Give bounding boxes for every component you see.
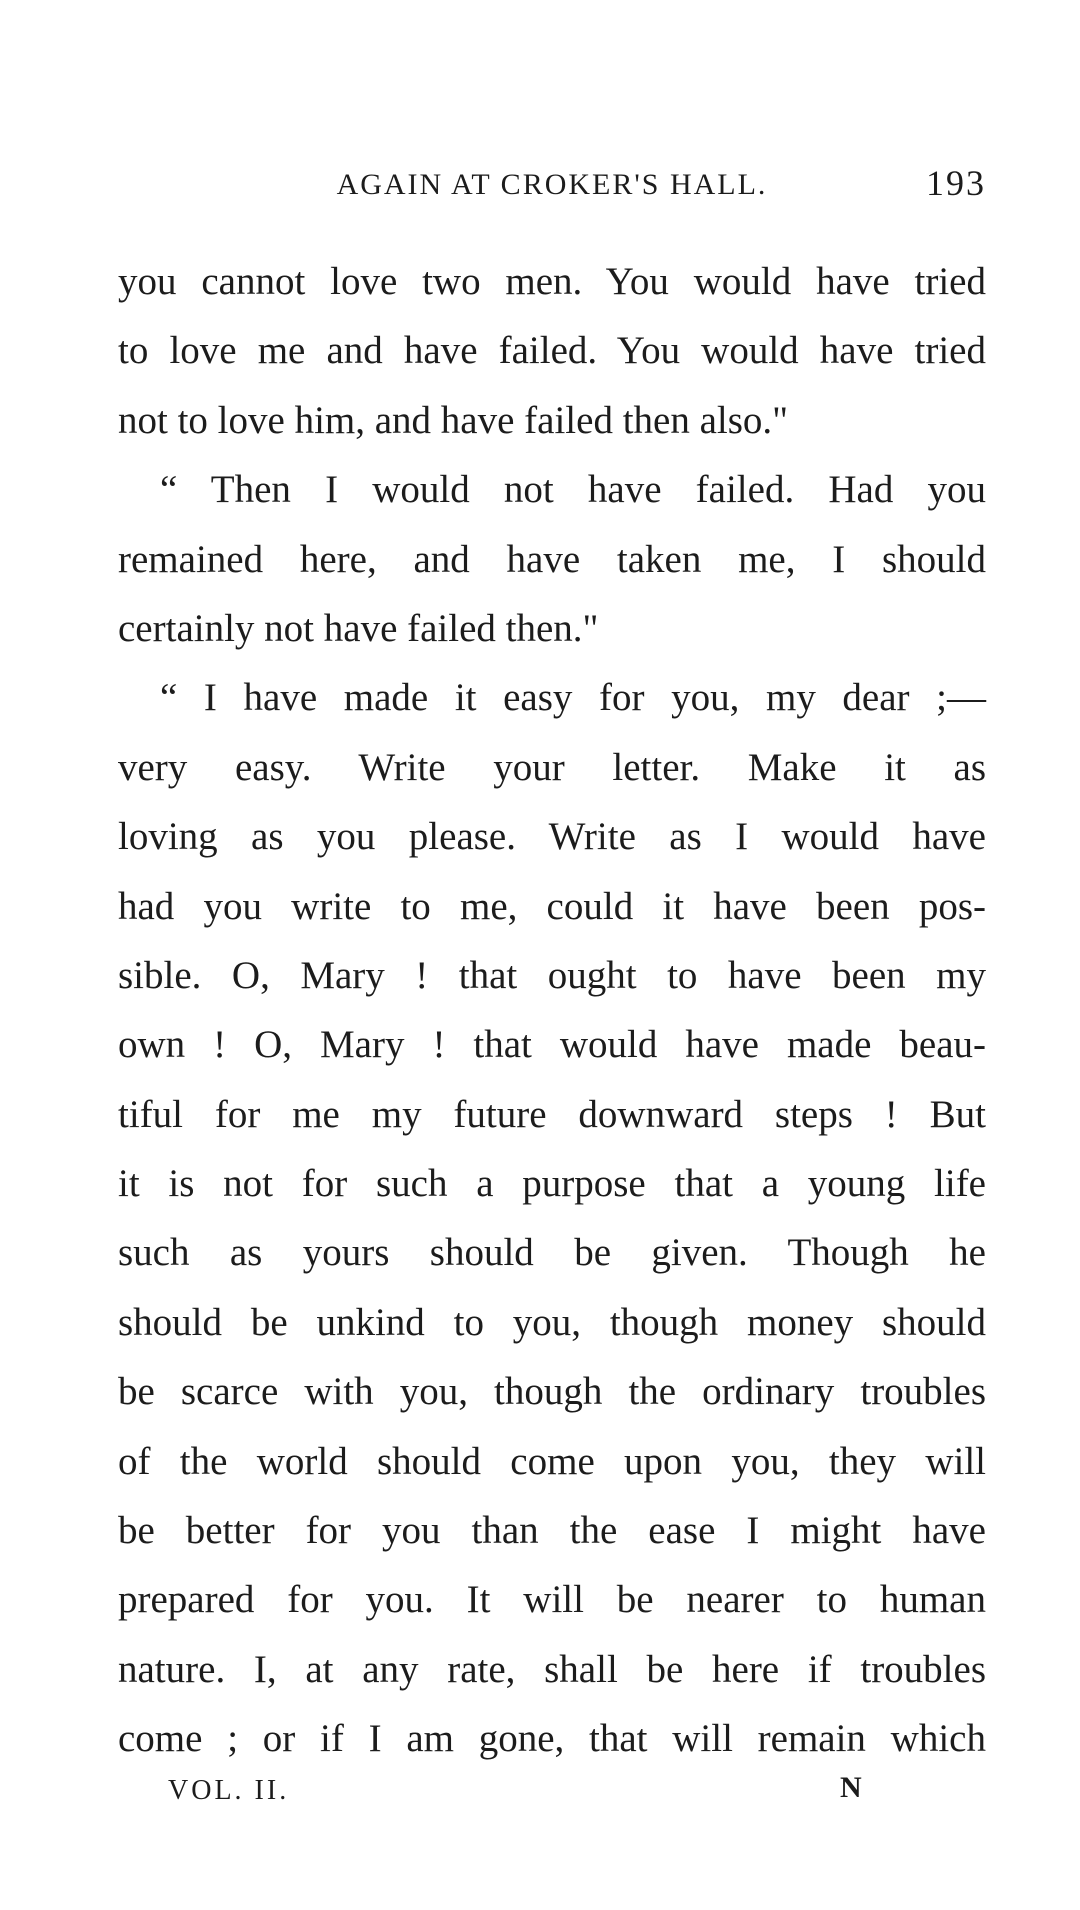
text-line: nature. I, at any rate, shall be here if troubles [118, 1647, 986, 1691]
text-line: own ! O, Mary ! that would have made beau- [118, 1023, 986, 1067]
running-title: AGAIN AT CROKER'S HALL. [336, 168, 768, 201]
text-line: “ I have made it easy for you, my dear ;— [160, 676, 986, 720]
volume-signature: VOL. II. [168, 1775, 290, 1806]
text-line: such as yours should be given. Though he [118, 1231, 986, 1275]
text-line: very easy. Write your letter. Make it as [118, 745, 986, 789]
text-line: be scarce with you, though the ordinary troubles [118, 1370, 986, 1414]
text-line: of the world should come upon you, they will [118, 1439, 986, 1483]
text-line: be better for you than the ease I might have [118, 1509, 986, 1553]
text-line: sible. O, Mary ! that ought to have been my [118, 953, 986, 997]
text-line: not to love him, and have failed then also." [118, 398, 789, 442]
text-line: prepared for you. It will be nearer to human [118, 1578, 986, 1622]
gathering-signature: N [840, 1771, 862, 1804]
text-line: certainly not have failed then." [118, 606, 599, 650]
text-line: had you write to me, could it have been pos- [118, 884, 986, 928]
text-line: loving as you please. Write as I would have [118, 815, 986, 859]
page-footer [168, 1771, 868, 1815]
text-line: should be unkind to you, though money should [118, 1300, 986, 1344]
text-line: remained here, and have taken me, I should [118, 537, 986, 581]
text-line: “ Then I would not have failed. Had you [160, 468, 986, 512]
page-number: 193 [926, 163, 986, 203]
running-head [118, 160, 986, 210]
text-line: to love me and have failed. You would have tried [118, 329, 986, 373]
text-line: come ; or if I am gone, that will remain which [118, 1717, 986, 1761]
text-line: it is not for such a purpose that a young life [118, 1162, 986, 1206]
text-line: you cannot love two men. You would have tried [118, 260, 986, 303]
text-line: tiful for me my future downward steps ! But [118, 1092, 986, 1136]
body-text [118, 247, 986, 1774]
